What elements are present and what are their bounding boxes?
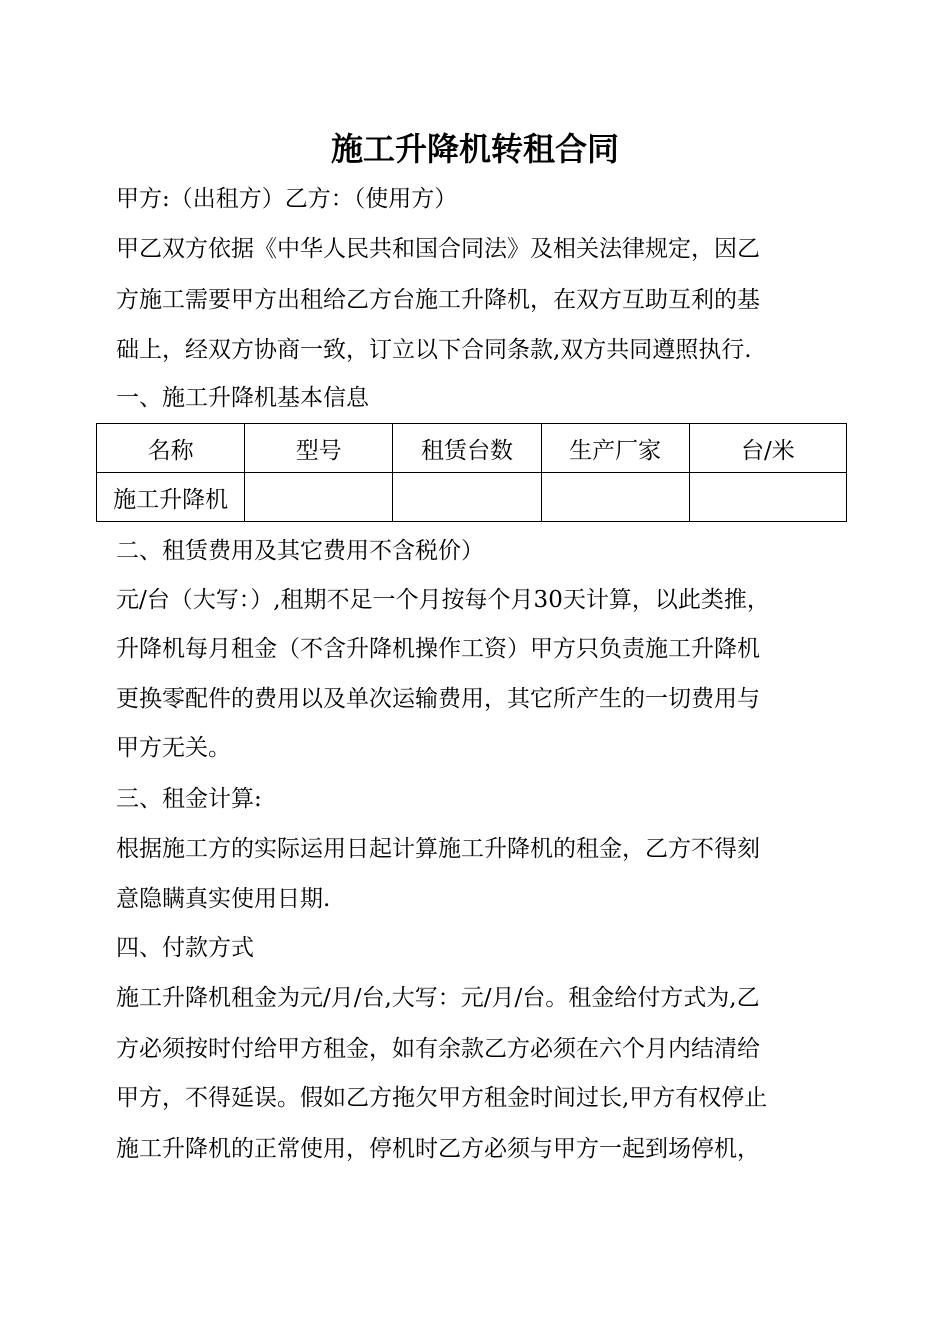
section-heading-basic-info: 一、施工升降机基本信息	[116, 385, 369, 411]
body-line: 意隐瞒真实使用日期.	[116, 886, 331, 912]
table-cell: 施工升降机	[97, 473, 245, 522]
body-line: 甲方无关。	[116, 735, 231, 761]
body-line: 更换零配件的费用以及单次运输费用，其它所产生的一切费用与	[116, 686, 760, 712]
body-line: 施工升降机的正常使用，停机时乙方必须与甲方一起到场停机，	[116, 1136, 760, 1162]
table-header-row	[97, 424, 847, 473]
table-row	[97, 473, 847, 522]
equipment-info-table	[96, 423, 847, 522]
table-cell	[541, 473, 689, 522]
intro-line: 础上，经双方协商一致，订立以下合同条款,双方共同遵照执行.	[116, 337, 752, 363]
header-cell-name: 名称	[97, 424, 245, 473]
header-cell-unit: 台/米	[689, 424, 846, 473]
header-cell-quantity: 租赁台数	[393, 424, 541, 473]
section-heading-fees: 二、租赁费用及其它费用不含税价）	[116, 538, 484, 564]
table-cell	[689, 473, 846, 522]
header-cell-manufacturer: 生产厂家	[541, 424, 689, 473]
table-cell	[393, 473, 541, 522]
section-heading-payment: 四、付款方式	[116, 935, 254, 961]
parties-line: 甲方:（出租方）乙方：（使用方）	[116, 186, 458, 212]
table-cell	[245, 473, 393, 522]
intro-line: 甲乙双方依据《中华人民共和国合同法》及相关法律规定，因乙	[116, 236, 760, 262]
body-line: 方必须按时付给甲方租金，如有余款乙方必须在六个月内结清给	[116, 1036, 760, 1062]
body-line: 施工升降机租金为元/月/台,大写：元/月/台。租金给付方式为,乙	[116, 985, 760, 1011]
body-line: 根据施工方的实际运用日起计算施工升降机的租金，乙方不得刻	[116, 836, 760, 862]
body-line: 元/台（大写：）,租期不足一个月按每个月30天计算，以此类推，	[116, 587, 770, 613]
body-line: 升降机每月租金（不含升降机操作工资）甲方只负责施工升降机	[116, 636, 760, 662]
header-cell-model: 型号	[245, 424, 393, 473]
body-line: 甲方，不得延误。假如乙方拖欠甲方租金时间过长,甲方有权停止	[116, 1085, 768, 1111]
intro-line: 方施工需要甲方出租给乙方台施工升降机，在双方互助互利的基	[116, 287, 760, 313]
document-title: 施工升降机转租合同	[330, 130, 619, 168]
section-heading-rent-calculation: 三、租金计算:	[116, 786, 262, 812]
